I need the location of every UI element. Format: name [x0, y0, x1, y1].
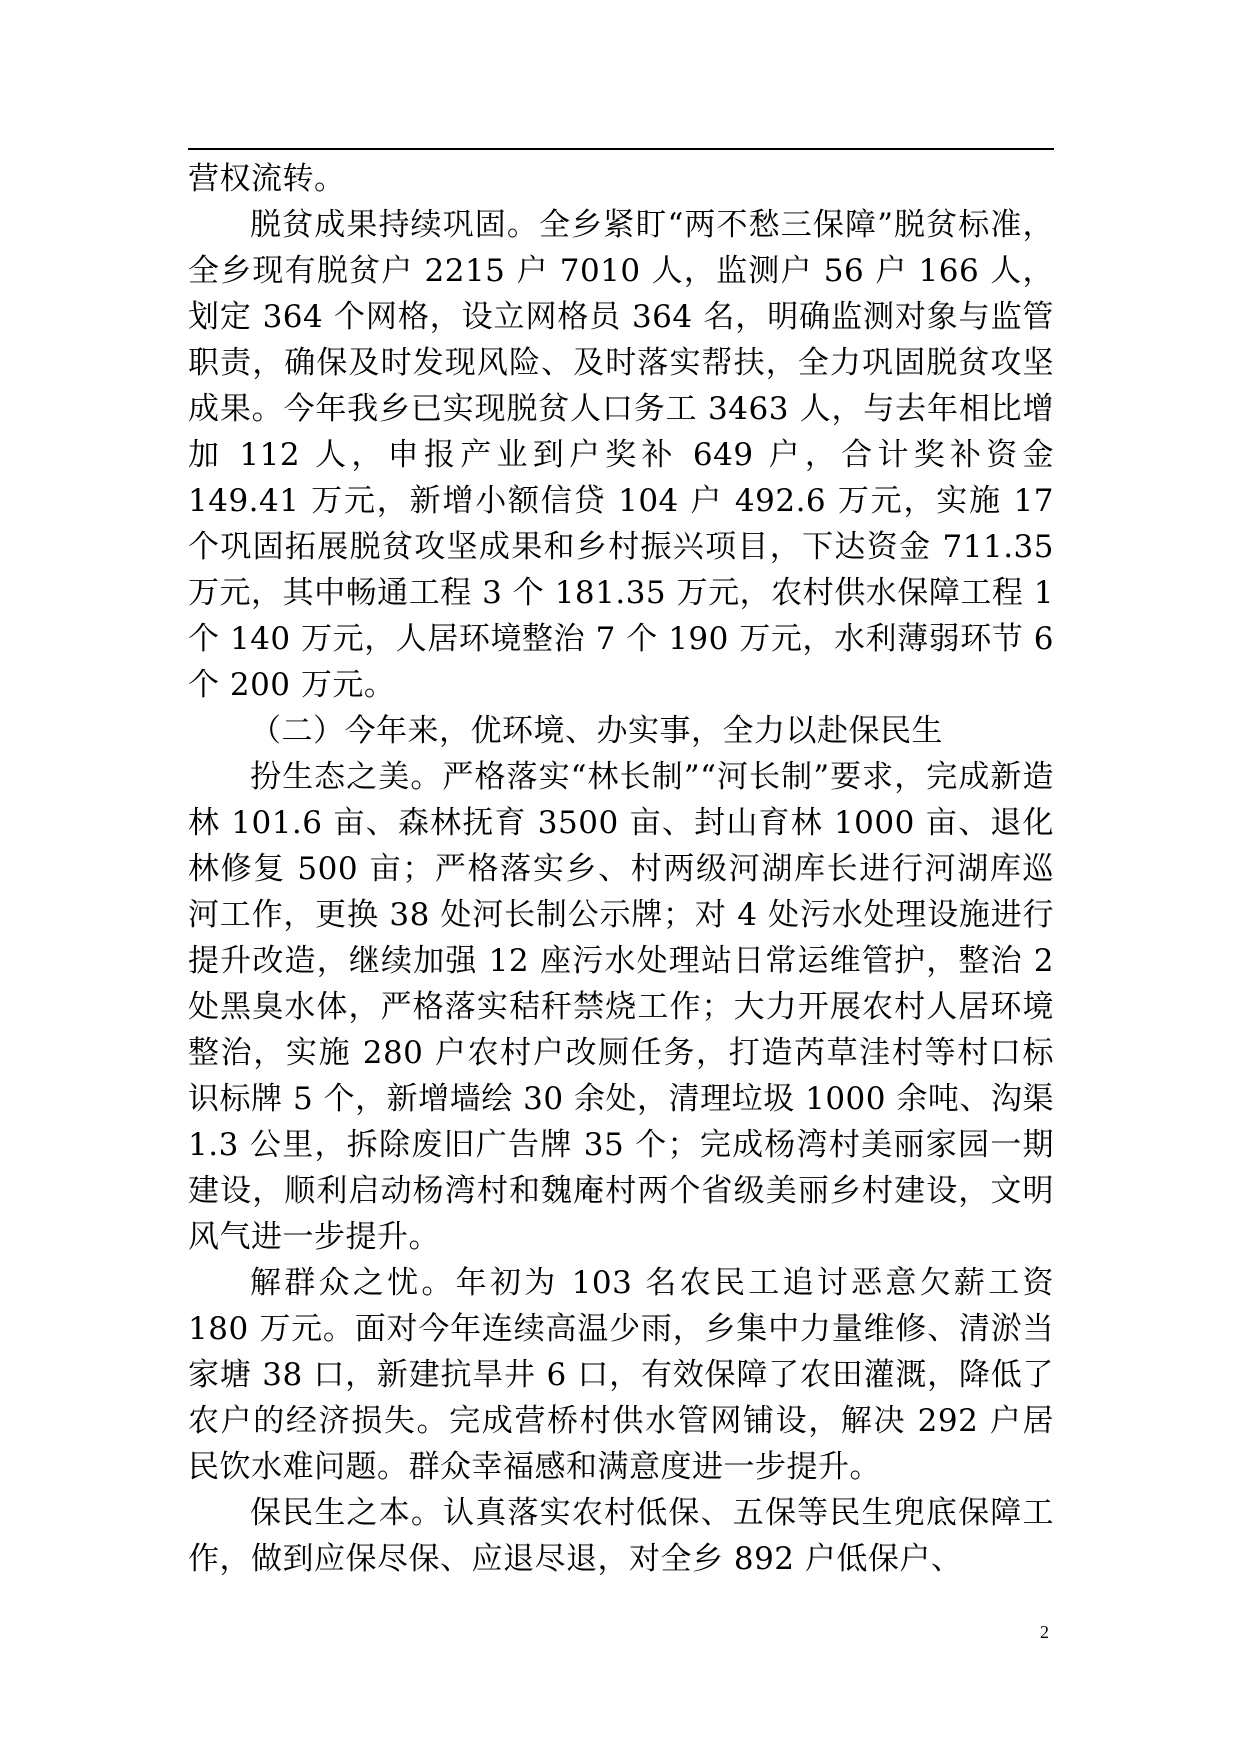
- paragraph-ecology: 扮生态之美。严格落实“林长制”“河长制”要求，完成新造林 101.6 亩、森林抚育 3500 亩、封山育林 1000 亩、退化林修复 500 亩；严格落实乡、村两级河湖库长进行河湖库巡河工作，更换 38 处河长制公示牌；对 4 处污水处理设施进行提升改造，继续加强 12 座污水处理站日常运维管护，整治 2 处黑臭水体，严格落实秸秆禁烧工作；大力开展农村人居环境整治，实施 280 户农村户改厕任务，打造芮草洼村等村口标识标牌 5 个，新增墙绘 30 余处，清理垃圾 1000 余吨、沟渠 1.3 公里，拆除废旧广告牌 35 个；完成杨湾村美丽家园一期建设，顺利启动杨湾村和魏庵村两个省级美丽乡村建设，文明风气进一步提升。: [188, 759, 1054, 1255]
- page-number: 2: [1040, 1622, 1049, 1642]
- header-rule: [188, 148, 1054, 150]
- paragraph-livelihood: 保民生之本。认真落实农村低保、五保等民生兜底保障工作，做到应保尽保、应退尽退，对全乡 892 户低保户、: [188, 1495, 1054, 1577]
- paragraph-poverty-results: 脱贫成果持续巩固。全乡紧盯“两不愁三保障”脱贫标准，全乡现有脱贫户 2215 户 7010 人，监测户 56 户 166 人，划定 364 个网格，设立网格员 364 名，明确监测对象与监管职责，确保及时发现风险、及时落实帮扶，全力巩固脱贫攻坚成果。今年我乡已实现脱贫人口务工 3463 人，与去年相比增加 112 人，申报产业到户奖补 649 户，合计奖补资金 149.41 万元，新增小额信贷 104 户 492.6 万元，实施 17 个巩固拓展脱贫攻坚成果和乡村振兴项目，下达资金 711.35 万元，其中畅通工程 3 个 181.35 万元，农村供水保障工程 1 个 140 万元，人居环境整治 7 个 190 万元，水利薄弱环节 6 个 200 万元。: [188, 207, 1054, 703]
- section-heading-2: （二）今年来，优环境、办实事，全力以赴保民生: [250, 713, 943, 749]
- paragraph-continuation: 营权流转。: [188, 161, 346, 197]
- paragraph-public-concerns: 解群众之忧。年初为 103 名农民工追讨恶意欠薪工资 180 万元。面对今年连续高温少雨，乡集中力量维修、清淤当家塘 38 口，新建抗旱井 6 口，有效保障了农田灌溉，降低了农户的经济损失。完成营桥村供水管网铺设，解决 292 户居民饮水难问题。群众幸福感和满意度进一步提升。: [188, 1265, 1054, 1485]
- document-body: [188, 156, 1054, 1582]
